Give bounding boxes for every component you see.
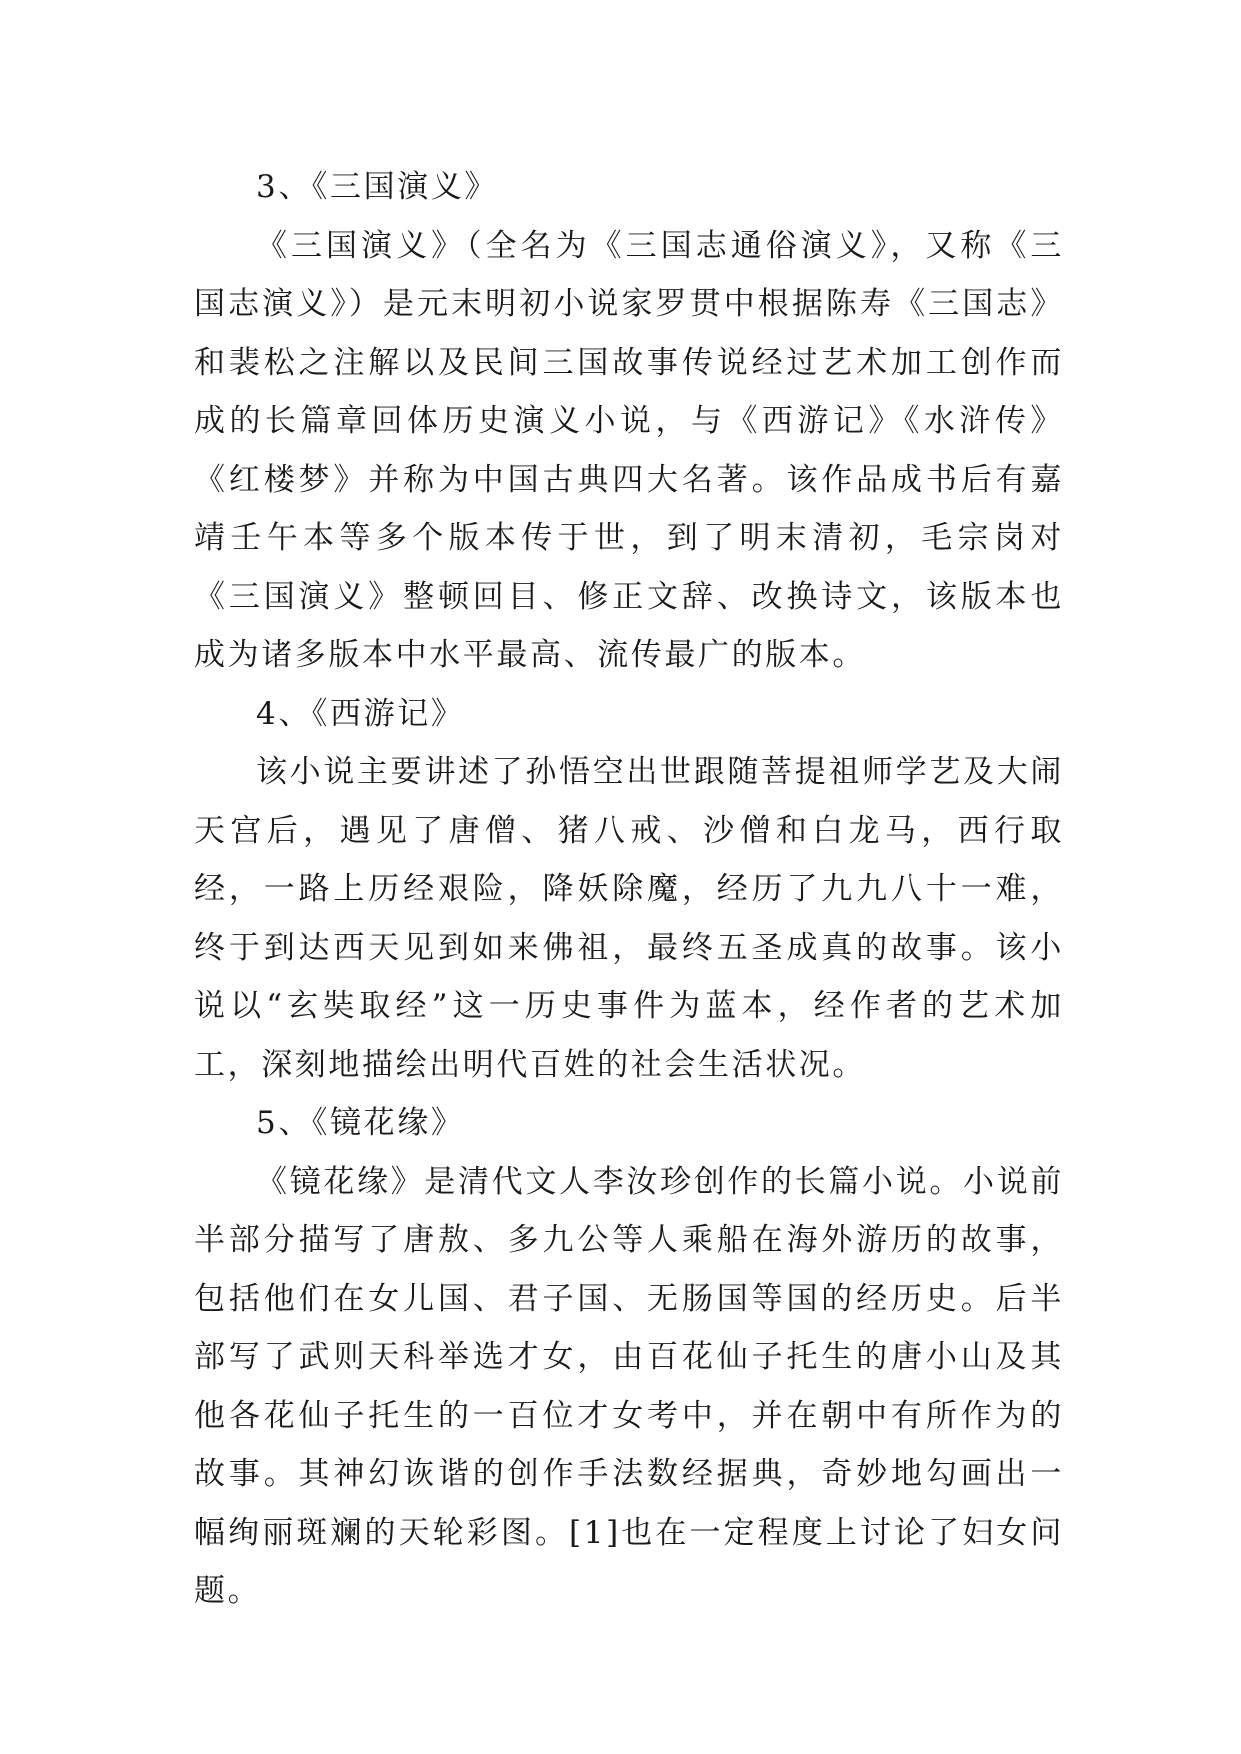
section-heading-jinghuayuan: 5、《镜花缘》	[256, 1105, 465, 1141]
section-heading-sanguo: 3、《三国演义》	[256, 169, 499, 205]
document-content	[194, 158, 1064, 1621]
section-body-jinghuayuan: 《镜花缘》是清代文人李汝珍创作的长篇小说。小说前半部分描写了唐敖、多九公等人乘船在海外游历的故事，包括他们在女儿国、君子国、无肠国等国的经历史。后半部写了武则天科举选才女，由百花仙子托生的唐小山及其他各花仙子托生的一百位才女考中，并在朝中有所作为的故事。其神幻诙谐的创作手法数经据典，奇妙地勾画出一幅绚丽斑斓的天轮彩图。[1]也在一定程度上讨论了妇女问题。	[194, 1163, 1064, 1609]
section-body-sanguo: 《三国演义》（全名为《三国志通俗演义》，又称《三国志演义》）是元末明初小说家罗贯中根据陈寿《三国志》和裴松之注解以及民间三国故事传说经过艺术加工创作而成的长篇章回体历史演义小说，与《西游记》《水浒传》《红楼梦》并称为中国古典四大名著。该作品成书后有嘉靖壬午本等多个版本传于世，到了明末清初，毛宗岗对《三国演义》整顿回目、修正文辞、改换诗文，该版本也成为诸多版本中水平最高、流传最广的版本。	[194, 227, 1064, 673]
section-body-xiyouji: 该小说主要讲述了孙悟空出世跟随菩提祖师学艺及大闹天宫后，遇见了唐僧、猪八戒、沙僧和白龙马，西行取经，一路上历经艰险，降妖除魔，经历了九九八十一难，终于到达西天见到如来佛祖，最终五圣成真的故事。该小说以“玄奘取经”这一历史事件为蓝本，经作者的艺术加工，深刻地描绘出明代百姓的社会生活状况。	[194, 754, 1064, 1083]
section-heading-xiyouji: 4、《西游记》	[256, 695, 465, 732]
